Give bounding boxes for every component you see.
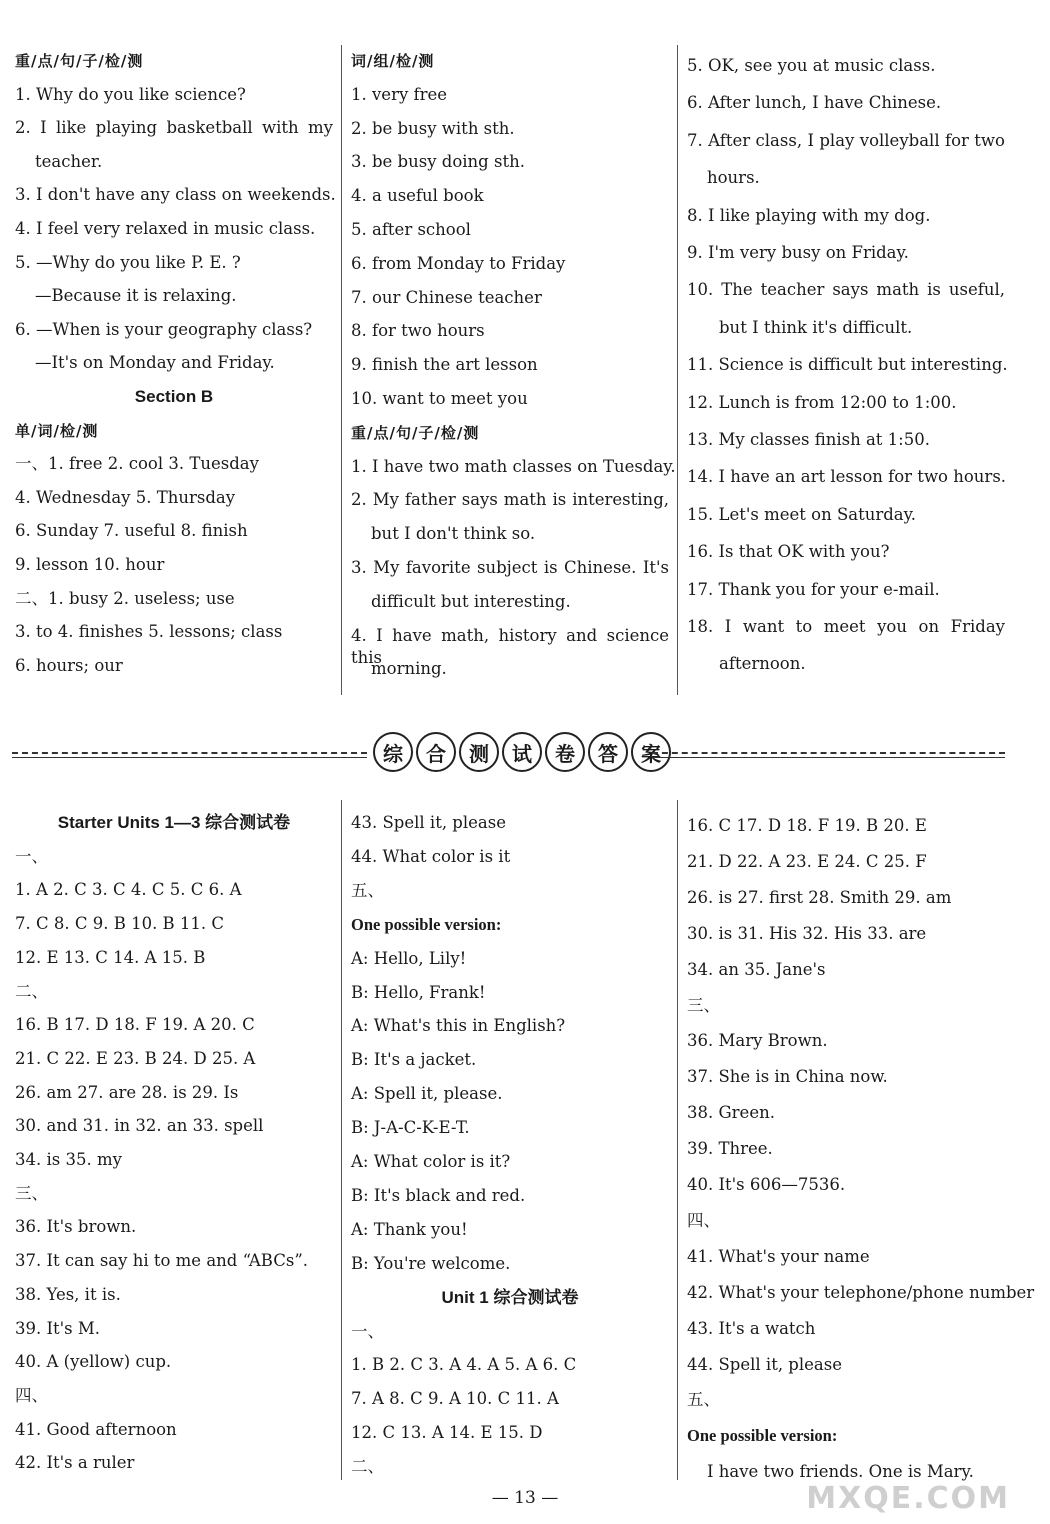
answer-line: A: What color is it? — [351, 1152, 511, 1171]
answer-line: but I think it's difficult. — [719, 317, 913, 337]
banner-title-char: 合 — [416, 732, 456, 772]
answer-line: 9. lesson 10. hour — [15, 555, 165, 574]
answer-line: 3. be busy doing sth. — [351, 152, 525, 172]
answer-line: A: What's this in English? — [351, 1016, 566, 1036]
banner-dashed-line-right — [652, 752, 1005, 754]
answer-line: teacher. — [35, 151, 103, 171]
answer-line: 8. I like playing with my dog. — [687, 205, 931, 225]
answer-line: hours. — [707, 168, 760, 188]
answer-line: 二、 — [351, 1457, 384, 1477]
answer-line: 12. Lunch is from 12:00 to 1:00. — [687, 392, 957, 412]
answer-line: 一、 — [15, 846, 48, 866]
section-heading: 重/点/句/子/检/测 — [15, 52, 144, 70]
answer-line: 2. I like playing basketball with my — [15, 118, 333, 138]
section-heading: Section B — [134, 387, 214, 406]
answer-line: 14. I have an art lesson for two hours. — [687, 467, 1007, 487]
answer-line: 3. to 4. finishes 5. lessons; class — [15, 622, 283, 642]
answer-line: —Because it is relaxing. — [35, 286, 237, 306]
answer-line: 5. OK, see you at music class. — [687, 56, 936, 75]
answer-line: A: Spell it, please. — [351, 1084, 503, 1104]
answer-line: 21. C 22. E 23. B 24. D 25. A — [15, 1048, 256, 1068]
answer-line: 4. Wednesday 5. Thursday — [15, 487, 236, 507]
answer-line: 1. A 2. C 3. C 4. C 5. C 6. A — [15, 880, 242, 900]
answer-line: 9. finish the art lesson — [351, 355, 538, 375]
answer-line: 43. Spell it, please — [351, 813, 506, 832]
answer-line: 38. Green. — [687, 1103, 775, 1123]
banner-title-char: 答 — [588, 732, 628, 772]
banner-title-char: 卷 — [545, 732, 585, 772]
banner-title-char: 综 — [373, 732, 413, 772]
answer-line: 7. After class, I play volleyball for two — [687, 130, 1005, 150]
answer-line: 12. C 13. A 14. E 15. D — [351, 1423, 543, 1443]
section-banner — [12, 732, 1005, 774]
answer-line: 9. I'm very busy on Friday. — [687, 243, 909, 262]
answer-line: A: Hello, Lily! — [351, 948, 467, 968]
answer-line: 一、1. free 2. cool 3. Tuesday — [15, 454, 259, 474]
answer-line: 4. I have math, history and science this — [351, 625, 669, 667]
answer-line: 30. is 31. His 32. His 33. are — [687, 923, 927, 943]
section-heading: 词/组/检/测 — [351, 52, 435, 70]
answer-line: 8. for two hours — [351, 321, 485, 341]
answer-line: 16. Is that OK with you? — [687, 542, 890, 562]
answer-line: —It's on Monday and Friday. — [35, 353, 275, 373]
answer-line: difficult but interesting. — [371, 591, 571, 611]
answer-line: 41. Good afternoon — [15, 1419, 177, 1439]
column-divider — [677, 800, 678, 1480]
answer-line: 26. am 27. are 28. is 29. Is — [15, 1082, 239, 1102]
answer-line: B: You're welcome. — [351, 1253, 511, 1273]
section-heading: Unit 1 综合测试卷 — [441, 1287, 579, 1307]
answer-line: 6. hours; our — [15, 655, 123, 675]
answer-line: I have two friends. One is Mary. — [707, 1462, 974, 1482]
answer-line: 42. What's your telephone/phone number — [687, 1282, 1035, 1302]
answer-line: 40. A (yellow) cup. — [15, 1352, 172, 1372]
section-heading: 单/词/检/测 — [15, 421, 99, 440]
answer-line: B: It's black and red. — [351, 1185, 526, 1205]
answer-line: 26. is 27. first 28. Smith 29. am — [687, 887, 952, 907]
answer-line: 1. B 2. C 3. A 4. A 5. A 6. C — [351, 1355, 577, 1375]
answer-line: 44. Spell it, please — [687, 1354, 842, 1374]
answer-line: 39. Three. — [687, 1139, 773, 1159]
banner-title-char: 试 — [502, 732, 542, 772]
answer-line: 5. —Why do you like P. E. ? — [15, 252, 241, 272]
answer-line: One possible version: — [351, 914, 502, 934]
answer-line: 五、 — [351, 880, 384, 900]
page-number: — 13 — — [491, 1488, 559, 1508]
banner-rule-right — [652, 757, 1005, 758]
answer-line: afternoon. — [719, 654, 806, 674]
answer-line: 12. E 13. C 14. A 15. B — [15, 947, 206, 967]
answer-line: 16. B 17. D 18. F 19. A 20. C — [15, 1015, 255, 1035]
answer-line: 37. It can say hi to me and “ABCs”. — [15, 1251, 309, 1271]
answer-line: 13. My classes finish at 1:50. — [687, 430, 930, 449]
column-divider — [341, 800, 342, 1480]
answer-line: 34. is 35. my — [15, 1150, 122, 1169]
watermark: MXQE.COM — [806, 1481, 1010, 1516]
section-heading: Starter Units 1—3 综合测试卷 — [57, 813, 291, 832]
column-divider — [341, 45, 342, 695]
answer-line: 36. Mary Brown. — [687, 1031, 828, 1051]
answer-line: 16. C 17. D 18. F 19. B 20. E — [687, 816, 927, 835]
answer-line: 三、 — [15, 1183, 48, 1203]
answer-line: 5. after school — [351, 220, 471, 239]
answer-line: 7. C 8. C 9. B 10. B 11. C — [15, 914, 225, 934]
answer-line: 40. It's 606—7536. — [687, 1175, 846, 1194]
column-divider — [677, 45, 678, 695]
answer-line: 6. Sunday 7. useful 8. finish — [15, 521, 248, 541]
answer-line: A: Thank you! — [351, 1219, 468, 1239]
answer-line: 2. My father says math is interesting, — [351, 490, 669, 510]
answer-line: 1. I have two math classes on Tuesday. — [351, 456, 676, 476]
answer-line: B: J-A-C-K-E-T. — [351, 1118, 470, 1138]
answer-line: 17. Thank you for your e-mail. — [687, 579, 940, 599]
answer-line: B: It's a jacket. — [351, 1050, 477, 1070]
answer-line: 3. My favorite subject is Chinese. It's — [351, 558, 669, 577]
answer-line: 6. from Monday to Friday — [351, 253, 566, 273]
answer-line: 34. an 35. Jane's — [687, 959, 826, 979]
banner-title — [373, 732, 671, 772]
answer-line: 7. A 8. C 9. A 10. C 11. A — [351, 1389, 559, 1409]
banner-title-char: 测 — [459, 732, 499, 772]
section-heading: 重/点/句/子/检/测 — [351, 423, 480, 442]
answer-line: 42. It's a ruler — [15, 1453, 135, 1473]
answer-line: 6. —When is your geography class? — [15, 319, 313, 339]
answer-line: 四、 — [15, 1385, 48, 1405]
answer-line: B: Hello, Frank! — [351, 982, 486, 1002]
answer-line: 37. She is in China now. — [687, 1067, 888, 1087]
answer-line: 2. be busy with sth. — [351, 118, 515, 138]
answer-line: 四、 — [687, 1210, 720, 1230]
answer-line: 15. Let's meet on Saturday. — [687, 504, 917, 524]
answer-line: 11. Science is difficult but interesting. — [687, 355, 1008, 375]
answer-line: 21. D 22. A 23. E 24. C 25. F — [687, 851, 927, 871]
answer-line: 41. What's your name — [687, 1246, 870, 1266]
answer-line: morning. — [371, 659, 447, 679]
answer-line: 4. I feel very relaxed in music class. — [15, 219, 316, 238]
answer-line: 7. our Chinese teacher — [351, 287, 542, 307]
answer-line: 1. Why do you like science? — [15, 84, 246, 104]
answer-line: but I don't think so. — [371, 524, 536, 544]
answer-line: 39. It's M. — [15, 1318, 101, 1338]
answer-line: 10. want to meet you — [351, 389, 528, 408]
answer-line: 3. I don't have any class on weekends. — [15, 185, 336, 205]
answer-line: 10. The teacher says math is useful, — [687, 280, 1005, 300]
answer-line: 三、 — [687, 995, 720, 1015]
answer-line: 36. It's brown. — [15, 1217, 137, 1237]
answer-line: 6. After lunch, I have Chinese. — [687, 93, 942, 113]
answer-line: 18. I want to meet you on Friday — [687, 617, 1005, 636]
answer-line: 38. Yes, it is. — [15, 1284, 121, 1304]
answer-line: 43. It's a watch — [687, 1318, 816, 1338]
banner-title-char: 案 — [631, 732, 671, 772]
answer-line: 五、 — [687, 1390, 720, 1410]
answer-line: 一、 — [351, 1321, 384, 1341]
answer-line: 1. very free — [351, 84, 448, 104]
answer-line: 4. a useful book — [351, 186, 484, 206]
answer-line: 30. and 31. in 32. an 33. spell — [15, 1116, 264, 1136]
answer-line: 二、1. busy 2. useless; use — [15, 588, 235, 608]
banner-dashed-line-left — [12, 752, 367, 754]
answer-line: One possible version: — [687, 1426, 838, 1446]
answer-line: 44. What color is it — [351, 846, 511, 866]
answer-line: 二、 — [15, 981, 48, 1001]
banner-rule-left — [12, 757, 367, 758]
